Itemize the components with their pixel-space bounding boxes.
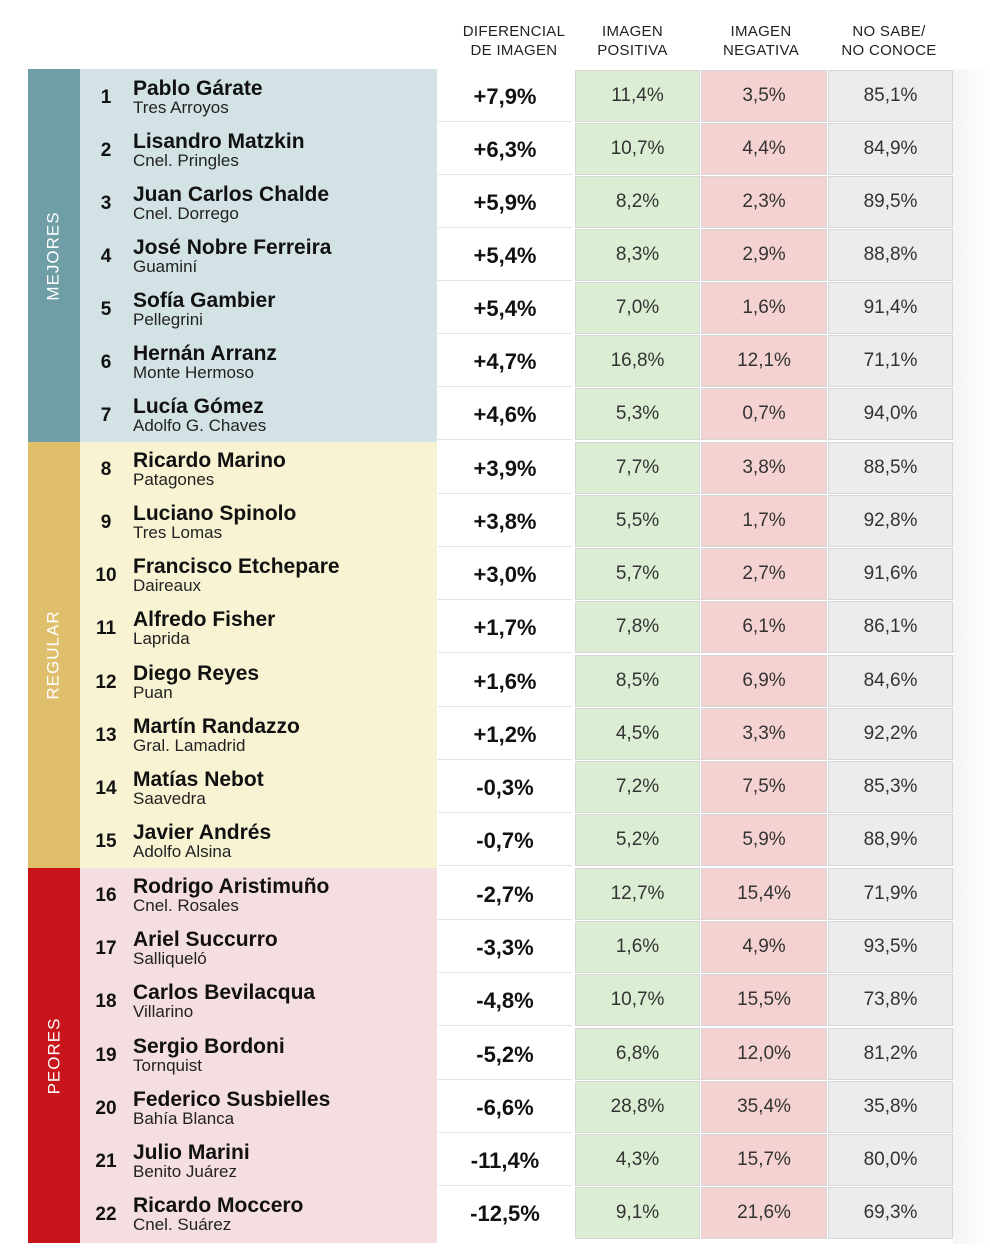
no-sabe-value: 80,0%	[828, 1134, 953, 1186]
candidate-name: Diego Reyes	[133, 662, 260, 685]
rank-number: 10	[95, 565, 117, 586]
no-sabe-value: 88,9%	[828, 814, 953, 866]
image-differential: +4,6%	[473, 402, 537, 427]
table-row	[0, 920, 990, 973]
rank-number: 7	[100, 405, 112, 426]
no-sabe-value: 71,9%	[828, 868, 953, 920]
image-differential: +6,3%	[473, 137, 537, 162]
header-nosabe	[828, 22, 950, 62]
negative-image: 2,9%	[701, 229, 827, 281]
candidate-place: Patagones	[133, 470, 215, 489]
positive-image: 8,2%	[575, 176, 700, 228]
rank-number: 11	[95, 618, 117, 639]
positive-image: 9,1%	[575, 1187, 700, 1239]
positive-image: 7,2%	[575, 761, 700, 813]
negative-image: 3,8%	[701, 442, 827, 494]
rank-number: 9	[100, 512, 112, 533]
rank-number: 21	[95, 1151, 117, 1172]
table-row	[0, 654, 990, 707]
candidate-name: Federico Susbielles	[133, 1088, 331, 1111]
rank-number: 8	[100, 459, 112, 480]
candidate-place: Cnel. Rosales	[133, 896, 239, 915]
candidate-place: Tres Lomas	[133, 523, 223, 542]
table-row	[0, 760, 990, 813]
no-sabe-value: 81,2%	[828, 1028, 953, 1080]
candidate-name: Matías Nebot	[133, 768, 264, 791]
candidate-name: Ricardo Moccero	[133, 1194, 304, 1217]
image-differential: -11,4%	[470, 1148, 540, 1173]
header-nosabe-line1: NO SABE/	[852, 23, 926, 40]
candidate-name: Rodrigo Aristimuño	[133, 875, 330, 898]
negative-image: 6,1%	[701, 601, 827, 653]
header-diferencial	[449, 22, 579, 62]
image-differential: -0,3%	[476, 775, 534, 800]
rank-number: 19	[95, 1045, 117, 1066]
positive-image: 5,5%	[575, 495, 700, 547]
row-separator	[438, 652, 572, 653]
candidate-place: Daireaux	[133, 576, 202, 595]
positive-image: 11,4%	[575, 70, 700, 122]
table-row	[0, 441, 990, 494]
table-row	[0, 600, 990, 653]
header-nosabe-line2: NO CONOCE	[841, 42, 937, 59]
image-differential: -0,7%	[476, 828, 534, 853]
negative-image: 3,5%	[701, 70, 827, 122]
table-row	[0, 1027, 990, 1080]
header-positiva-line2: POSITIVA	[597, 42, 668, 59]
positive-image: 8,3%	[575, 229, 700, 281]
no-sabe-value: 91,4%	[828, 282, 953, 334]
positive-image: 16,8%	[575, 335, 700, 387]
candidate-place: Bahía Blanca	[133, 1109, 235, 1128]
rank-number: 4	[100, 246, 112, 267]
negative-image: 2,3%	[701, 176, 827, 228]
rank-number: 5	[100, 299, 112, 320]
candidate-place: Villarino	[133, 1002, 194, 1021]
candidate-name: Luciano Spinolo	[133, 502, 297, 525]
image-differential: -12,5%	[470, 1201, 540, 1226]
rank-number: 15	[95, 831, 117, 852]
candidate-place: Salliqueló	[133, 949, 207, 968]
candidate-name: Ariel Succurro	[133, 928, 278, 951]
positive-image: 7,7%	[575, 442, 700, 494]
negative-image: 4,9%	[701, 921, 827, 973]
rank-number: 20	[95, 1098, 117, 1119]
image-differential: -3,3%	[476, 935, 534, 960]
no-sabe-value: 73,8%	[828, 974, 953, 1026]
table-row	[0, 122, 990, 175]
row-separator	[438, 1025, 572, 1026]
table-row	[0, 281, 990, 334]
header-positiva-line1: IMAGEN	[602, 23, 663, 40]
no-sabe-value: 84,9%	[828, 123, 953, 175]
negative-image: 1,7%	[701, 495, 827, 547]
header-negativa-line1: IMAGEN	[730, 23, 792, 40]
no-sabe-value: 94,0%	[828, 388, 953, 440]
candidate-place: Benito Juárez	[133, 1162, 237, 1181]
no-sabe-value: 71,1%	[828, 335, 953, 387]
candidate-name: Juan Carlos Chalde	[133, 183, 330, 206]
image-differential: +3,0%	[473, 562, 537, 587]
positive-image: 7,0%	[575, 282, 700, 334]
candidate-place: Puan	[133, 683, 173, 702]
candidate-name: Lucía Gómez	[133, 395, 264, 418]
candidate-name: Sergio Bordoni	[133, 1035, 285, 1058]
image-differential: +7,9%	[473, 84, 537, 109]
image-differential: +1,7%	[473, 615, 537, 640]
negative-image: 12,1%	[701, 335, 827, 387]
positive-image: 10,7%	[575, 123, 700, 175]
positive-image: 7,8%	[575, 601, 700, 653]
candidate-name: Sofía Gambier	[133, 289, 276, 312]
table-row	[0, 1080, 990, 1133]
image-differential: +3,9%	[473, 456, 537, 481]
positive-image: 4,5%	[575, 708, 700, 760]
image-differential: -2,7%	[476, 882, 534, 907]
rank-number: 3	[100, 193, 112, 214]
table-row	[0, 69, 990, 122]
candidate-name: Javier Andrés	[133, 821, 272, 844]
no-sabe-value: 86,1%	[828, 601, 953, 653]
positive-image: 5,2%	[575, 814, 700, 866]
rank-number: 6	[100, 352, 112, 373]
candidate-place: Laprida	[133, 629, 190, 648]
header-diferencial-line1: DIFERENCIAL	[462, 23, 566, 40]
no-sabe-value: 88,5%	[828, 442, 953, 494]
rank-number: 1	[100, 87, 112, 108]
rank-number: 12	[95, 672, 117, 693]
table-row	[0, 547, 990, 600]
positive-image: 10,7%	[575, 974, 700, 1026]
negative-image: 6,9%	[701, 655, 827, 707]
table-row	[0, 387, 990, 440]
image-differential: -5,2%	[476, 1042, 534, 1067]
negative-image: 5,9%	[701, 814, 827, 866]
positive-image: 5,7%	[575, 548, 700, 600]
header-negativa-line2: NEGATIVA	[722, 42, 800, 59]
header-diferencial-line2: DE IMAGEN	[470, 42, 558, 59]
rank-number: 14	[95, 778, 117, 799]
group-label-peores: PEORES	[44, 1017, 64, 1094]
table-row	[0, 1186, 990, 1239]
negative-image: 12,0%	[701, 1028, 827, 1080]
header-negativa	[701, 22, 821, 62]
candidate-place: Adolfo Alsina	[133, 842, 232, 861]
negative-image: 35,4%	[701, 1081, 827, 1133]
image-differential: +5,4%	[473, 243, 537, 268]
image-differential: +3,8%	[473, 509, 537, 534]
candidate-place: Cnel. Suárez	[133, 1215, 232, 1234]
negative-image: 7,5%	[701, 761, 827, 813]
image-differential: +4,7%	[473, 349, 537, 374]
no-sabe-value: 93,5%	[828, 921, 953, 973]
negative-image: 21,6%	[701, 1187, 827, 1239]
image-differential: +5,9%	[473, 190, 537, 215]
table-row	[0, 494, 990, 547]
no-sabe-value: 88,8%	[828, 229, 953, 281]
candidate-name: Julio Marini	[133, 1141, 250, 1164]
positive-image: 8,5%	[575, 655, 700, 707]
candidate-place: Guaminí	[133, 257, 198, 276]
group-label-regular: REGULAR	[44, 610, 63, 700]
negative-image: 4,4%	[701, 123, 827, 175]
candidate-place: Saavedra	[133, 789, 206, 808]
negative-image: 1,6%	[701, 282, 827, 334]
candidate-name: Hernán Arranz	[133, 342, 277, 365]
negative-image: 15,7%	[701, 1134, 827, 1186]
table-row	[0, 1133, 990, 1186]
no-sabe-value: 85,3%	[828, 761, 953, 813]
candidate-place: Cnel. Dorrego	[133, 204, 239, 223]
row-separator	[438, 865, 572, 866]
rank-number: 2	[100, 140, 112, 161]
header-positiva	[575, 22, 690, 62]
candidate-place: Monte Hermoso	[133, 363, 254, 382]
image-differential: +1,6%	[473, 669, 537, 694]
candidate-place: Tres Arroyos	[133, 98, 229, 117]
candidate-name: Alfredo Fisher	[133, 608, 276, 631]
image-differential: -6,6%	[476, 1095, 534, 1120]
no-sabe-value: 91,6%	[828, 548, 953, 600]
table-row	[0, 175, 990, 228]
no-sabe-value: 92,2%	[828, 708, 953, 760]
negative-image: 2,7%	[701, 548, 827, 600]
candidate-place: Pellegrini	[133, 310, 203, 329]
table-row	[0, 973, 990, 1026]
group-label-mejores: MEJORES	[44, 210, 63, 301]
table-row	[0, 334, 990, 387]
rank-number: 18	[95, 991, 117, 1012]
positive-image: 6,8%	[575, 1028, 700, 1080]
image-differential: -4,8%	[476, 988, 534, 1013]
candidate-place: Tornquist	[133, 1056, 202, 1075]
positive-image: 1,6%	[575, 921, 700, 973]
rank-number: 16	[95, 885, 117, 906]
candidate-place: Gral. Lamadrid	[133, 736, 246, 755]
row-separator	[438, 439, 572, 440]
positive-image: 5,3%	[575, 388, 700, 440]
candidate-place: Adolfo G. Chaves	[133, 416, 267, 435]
no-sabe-value: 89,5%	[828, 176, 953, 228]
table-row	[0, 813, 990, 866]
image-differential: +1,2%	[473, 722, 537, 747]
image-differential: +5,4%	[473, 296, 537, 321]
rank-number: 22	[95, 1204, 117, 1225]
candidate-name: José Nobre Ferreira	[133, 236, 332, 259]
candidate-name: Lisandro Matzkin	[133, 130, 305, 153]
table-row	[0, 867, 990, 920]
no-sabe-value: 84,6%	[828, 655, 953, 707]
negative-image: 0,7%	[701, 388, 827, 440]
negative-image: 3,3%	[701, 708, 827, 760]
table-row	[0, 707, 990, 760]
candidate-name: Martín Randazzo	[133, 715, 300, 738]
no-sabe-value: 35,8%	[828, 1081, 953, 1133]
no-sabe-value: 92,8%	[828, 495, 953, 547]
negative-image: 15,5%	[701, 974, 827, 1026]
candidate-name: Carlos Bevilacqua	[133, 981, 316, 1004]
table-row	[0, 228, 990, 281]
candidate-place: Cnel. Pringles	[133, 151, 239, 170]
positive-image: 4,3%	[575, 1134, 700, 1186]
candidate-name: Pablo Gárate	[133, 77, 263, 100]
positive-image: 28,8%	[575, 1081, 700, 1133]
no-sabe-value: 69,3%	[828, 1187, 953, 1239]
candidate-name: Francisco Etchepare	[133, 555, 340, 578]
rank-number: 13	[95, 725, 117, 746]
no-sabe-value: 85,1%	[828, 70, 953, 122]
candidate-name: Ricardo Marino	[133, 449, 286, 472]
rank-number: 17	[95, 938, 117, 959]
negative-image: 15,4%	[701, 868, 827, 920]
positive-image: 12,7%	[575, 868, 700, 920]
